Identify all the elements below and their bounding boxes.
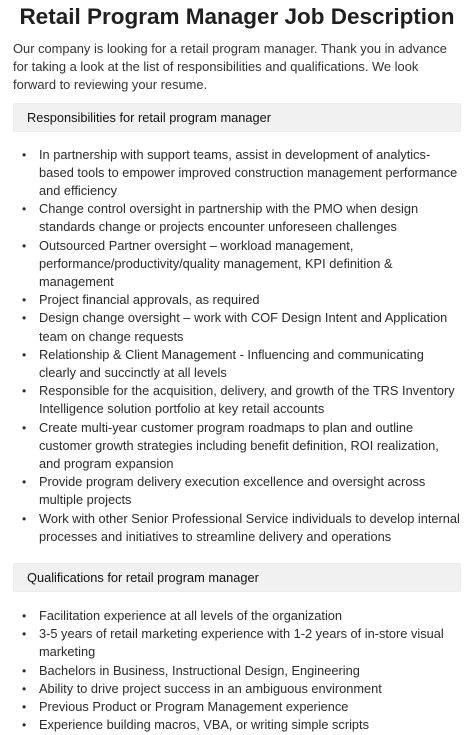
responsibility-item-text: Design change oversight – work with COF Design Intent and Application team on change requests <box>39 310 448 344</box>
qualification-item-text: Ability to drive project success in an ambiguous environment <box>39 680 382 696</box>
responsibility-item <box>22 237 461 292</box>
qualification-item <box>22 698 461 716</box>
responsibility-item <box>22 346 461 382</box>
responsibility-item-text: Work with other Senior Professional Service individuals to develop internal processes and initiatives to streamline delivery and operations <box>39 510 460 544</box>
responsibility-item-text: Provide program delivery execution excellence and oversight across multiple projects <box>39 474 426 508</box>
bullet-icon: • <box>22 238 27 253</box>
responsibility-item-text: Create multi-year customer program roadmaps to plan and outline customer growth strategies including benefit definition, ROI realization, and program expansion <box>39 419 439 472</box>
bullet-icon: • <box>22 293 27 308</box>
bullet-icon: • <box>22 347 27 362</box>
bullet-icon: • <box>22 311 27 326</box>
responsibility-item-text: Change control oversight in partnership with the PMO when design standards change or projects encounter unforeseen challenges <box>39 201 419 235</box>
responsibility-item-text: Responsible for the acquisition, delivery, and growth of the TRS Inventory Intelligence solution portfolio at key retail accounts <box>39 383 455 417</box>
qualification-item-text: Bachelors in Business, Instructional Design, Engineering <box>39 662 360 678</box>
bullet-icon: • <box>22 384 27 399</box>
bullet-icon: • <box>22 700 27 715</box>
qualifications-list <box>13 607 461 734</box>
responsibility-item <box>22 309 461 345</box>
responsibility-item-text: Relationship & Client Management - Influencing and communicating clearly and succinctly at all levels <box>39 346 424 381</box>
responsibility-item <box>22 291 461 309</box>
responsibility-item <box>22 146 461 201</box>
intro-paragraph: Our company is looking for a retail program manager. Thank you in advance for taking a look at the list of responsibilities and qualifications. We look forward to reviewing your resume. <box>13 41 447 93</box>
bullet-icon: • <box>22 420 27 435</box>
qualification-item-text: 3-5 years of retail marketing experience with 1-2 years of in-store visual marketing <box>39 626 444 660</box>
qualification-item <box>22 716 461 734</box>
bullet-icon: • <box>22 147 27 162</box>
qualification-item-text: Facilitation experience at all levels of the organization <box>39 608 343 624</box>
bullet-icon: • <box>22 511 27 526</box>
responsibility-item <box>22 473 461 509</box>
bullet-icon: • <box>22 475 27 490</box>
qualification-item <box>22 680 461 698</box>
bullet-icon: • <box>22 202 27 217</box>
page-title: Retail Program Manager Job Description <box>19 4 455 29</box>
responsibility-item <box>22 510 461 546</box>
responsibility-item <box>22 419 461 474</box>
bullet-icon: • <box>22 627 27 642</box>
responsibility-item <box>22 382 461 418</box>
responsibilities-list <box>13 146 461 546</box>
bullet-icon: • <box>22 681 27 696</box>
responsibility-item-text: Project financial approvals, as required <box>39 292 260 308</box>
bullet-icon: • <box>22 718 27 733</box>
responsibility-item-text: Outsourced Partner oversight – workload management, performance/productivity/quality management, KPI definition & management <box>39 237 393 290</box>
responsibility-item <box>22 200 461 236</box>
qualification-item <box>22 662 461 680</box>
responsibility-item-text: In partnership with support teams, assist in development of analytics-based tools to empower improved construction management performance and efficiency <box>39 146 458 199</box>
qualifications-heading: Qualifications for retail program manager <box>13 563 461 592</box>
qualification-item-text: Experience building macros, VBA, or writing simple scripts <box>39 717 370 733</box>
qualification-item-text: Previous Product or Program Management experience <box>39 699 349 715</box>
bullet-icon: • <box>22 663 27 678</box>
qualification-item <box>22 607 461 625</box>
qualification-item <box>22 625 461 661</box>
responsibilities-heading: Responsibilities for retail program manager <box>13 103 461 132</box>
bullet-icon: • <box>22 609 27 624</box>
